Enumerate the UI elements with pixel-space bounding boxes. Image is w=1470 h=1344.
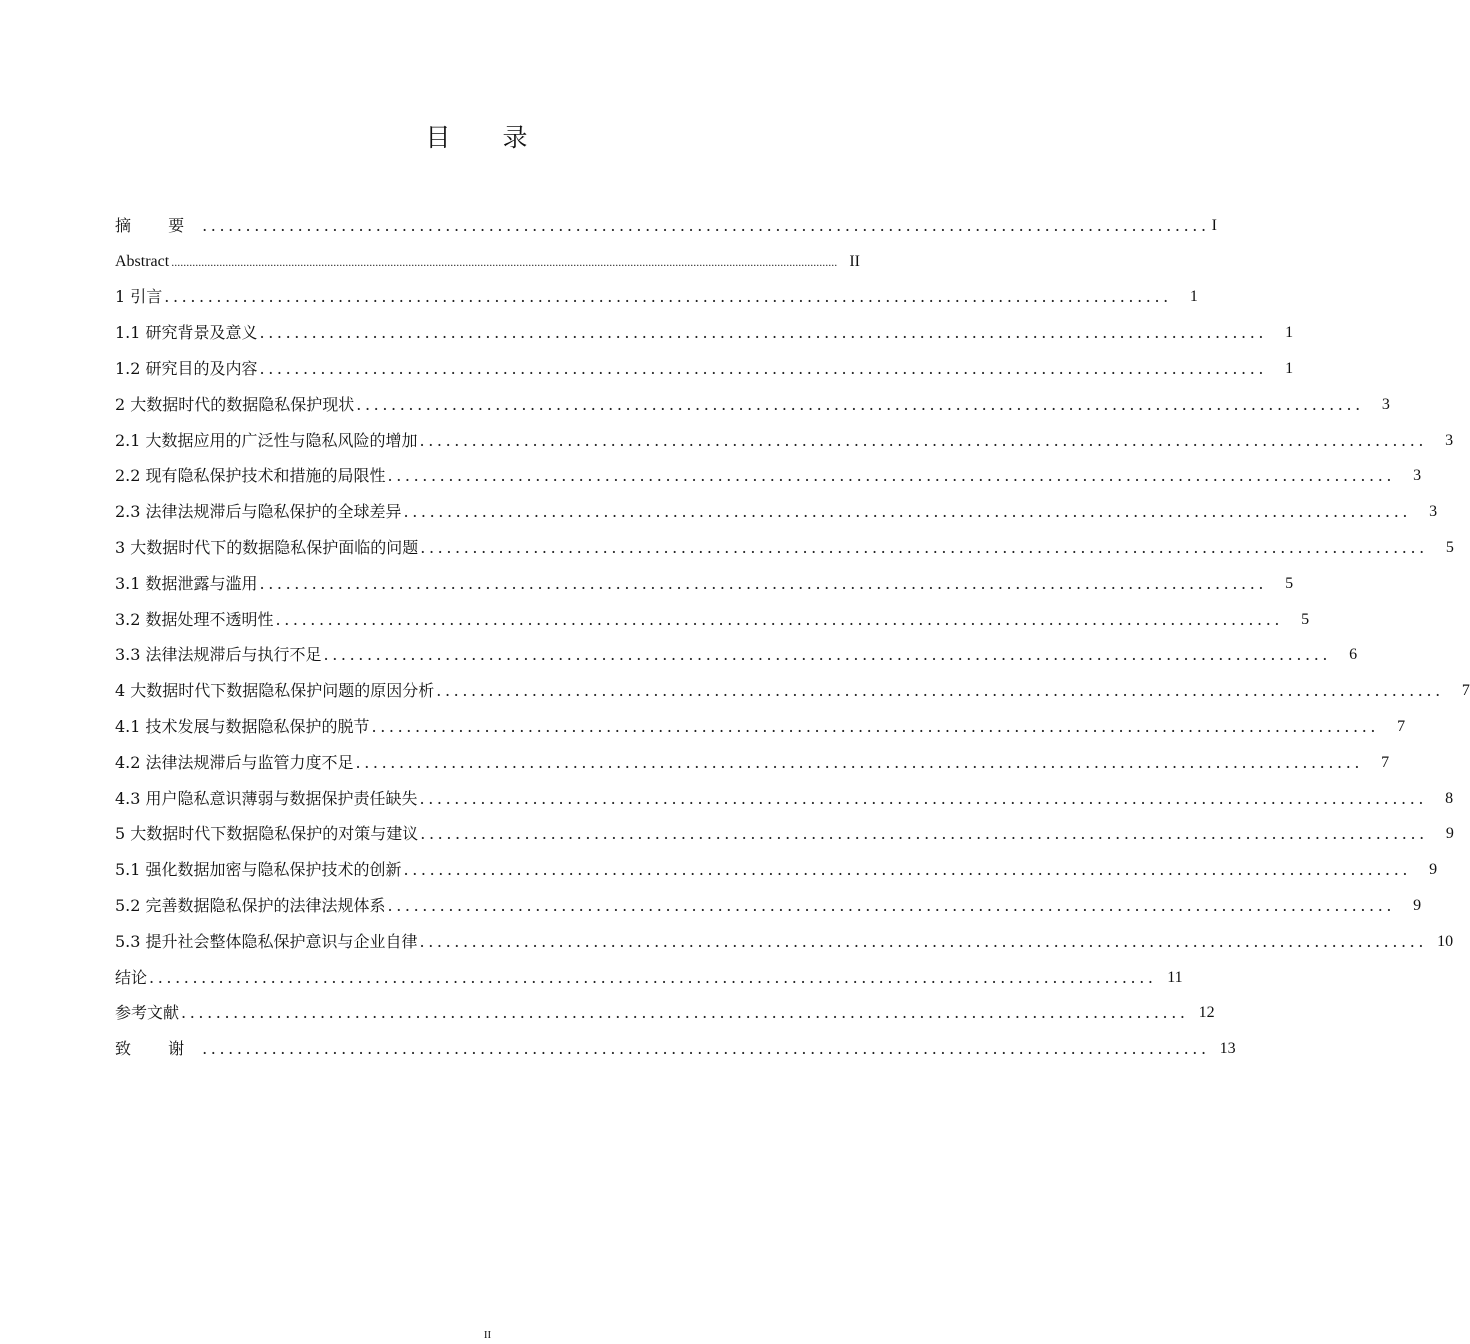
toc-entry-label: 1 引言 [115,287,163,307]
toc-entry-label: 4 大数据时代下数据隐私保护问题的原因分析 [115,681,435,701]
toc-entry-page: 3 [1381,395,1390,413]
toc-leader-dots: .................................................................................................................... [181,1003,1189,1023]
toc-leader-dots: .................................................................................................................... [259,573,1268,593]
toc-entry [115,280,1198,316]
page-title: 目 录 [425,123,550,152]
toc-leader-dots: .................................................................................................................... [419,931,1428,951]
toc-entry-page: 1 [1285,360,1294,378]
toc-entry [115,423,1454,459]
toc-entry [115,530,1454,566]
toc-entry-label: 1.1 研究背景及意义 [115,323,258,343]
toc-entry-label: 2 大数据时代的数据隐私保护现状 [115,394,355,414]
toc-entry-page: 5 [1285,574,1294,592]
toc-leader-dots: .................................................................................................................... [420,824,1428,844]
toc-entry-references [115,996,1215,1032]
toc-entry-label: 3 大数据时代下的数据隐私保护面临的问题 [115,538,419,558]
toc-leader-dots: .................................................................................................................... [387,896,1396,916]
toc-entry-label: 2.1 大数据应用的广泛性与隐私风险的增加 [115,430,418,450]
toc-entry-page: 11 [1167,968,1183,986]
toc-leader-dots: .................................................................................................................... [387,466,1396,486]
toc-entry [115,709,1406,745]
toc-entry-label: 4.1 技术发展与数据隐私保护的脱节 [115,717,370,737]
toc-entry-label: 2.2 现有隐私保护技术和措施的局限性 [115,466,386,486]
toc-entry-page: 3 [1429,503,1438,521]
toc-entry-page: 1 [1189,288,1198,306]
toc-entry-page: II [849,252,860,270]
toc-leader-dots: .................................................................................................................... [202,215,1210,235]
toc-entry-label: 5.3 提升社会整体隐私保护意识与企业自律 [115,931,418,951]
toc-entry [115,781,1454,817]
toc-entry [115,852,1438,888]
toc-leader-dots: .................................................................................................................... [356,394,1364,414]
toc-entry-page: 6 [1349,646,1358,664]
toc-list [115,208,1470,1067]
toc-entry-page: I [1211,216,1217,234]
toc-leader-dots: .................................................................................................................... [259,359,1268,379]
toc-entry-label: 3.3 法律法规滞后与执行不足 [115,645,322,665]
toc-entry-label: 4.3 用户隐私意识薄弱与数据保护责任缺失 [115,788,418,808]
toc-leader-dots: .................................................................................................................... [323,645,1332,665]
toc-entry-label: 5.2 完善数据隐私保护的法律法规体系 [115,896,386,916]
toc-leader-dots: .............................................................................................................................................................................................................................. [171,254,838,269]
toc-entry-page: 7 [1397,718,1406,736]
toc-entry [115,459,1422,495]
toc-entry [115,494,1438,530]
toc-entry-label: 5.1 强化数据加密与隐私保护技术的创新 [115,860,402,880]
toc-entry-page: 10 [1437,932,1454,950]
toc-entry [115,745,1390,781]
toc-entry-label: 3.2 数据处理不透明性 [115,609,274,629]
toc-leader-dots: .................................................................................................................... [371,717,1380,737]
toc-entry-page: 8 [1445,789,1454,807]
toc-entry-page: 9 [1429,861,1438,879]
toc-leader-dots: .................................................................................................................... [420,538,1428,558]
toc-entry-label: 1.2 研究目的及内容 [115,359,258,379]
toc-entry [115,602,1310,638]
toc-entry-label: 摘 要 [115,215,201,235]
toc-leader-dots: .................................................................................................................... [403,502,1412,522]
toc-leader-dots: .................................................................................................................... [355,752,1364,772]
toc-entry-page: 9 [1445,825,1454,843]
toc-entry-page: 7 [1381,753,1390,771]
toc-entry-abstract-en [115,244,860,280]
toc-entry-page: 12 [1198,1004,1215,1022]
toc-leader-dots: .................................................................................................................... [164,287,1172,307]
toc-entry [115,673,1470,709]
toc-leader-dots: .................................................................................................................... [275,609,1284,629]
toc-entry [115,351,1294,387]
toc-entry-page: 5 [1445,539,1454,557]
toc-leader-dots: .................................................................................................................... [419,788,1428,808]
toc-entry-label: Abstract [115,252,170,270]
toc-entry-page: 1 [1285,324,1294,342]
toc-entry-label: 致 谢 [115,1039,201,1059]
toc-entry-page: 5 [1301,610,1310,628]
toc-entry-page: 3 [1413,467,1422,485]
toc-entry-label: 3.1 数据泄露与滥用 [115,573,258,593]
toc-leader-dots: .................................................................................................................... [149,967,1157,987]
toc-entry-conclusion [115,960,1183,996]
toc-entry [115,387,1390,423]
toc-entry-acknowledgements [115,1031,1236,1067]
toc-entry-page: 13 [1219,1040,1236,1058]
toc-entry [115,924,1454,960]
toc-entry [115,817,1454,853]
page-number: II [483,1329,492,1341]
toc-entry-label: 结论 [115,967,148,987]
toc-entry-abstract-cn [115,208,1217,244]
toc-leader-dots: .................................................................................................................... [419,430,1428,450]
toc-entry [115,315,1294,351]
toc-entry-label: 2.3 法律法规滞后与隐私保护的全球差异 [115,502,402,522]
toc-leader-dots: .................................................................................................................... [259,323,1268,343]
toc-entry-page: 9 [1413,897,1422,915]
toc-entry [115,638,1358,674]
toc-entry-page: 7 [1461,682,1470,700]
toc-entry [115,566,1294,602]
toc-entry-label: 参考文献 [115,1003,180,1023]
toc-entry [115,888,1422,924]
toc-leader-dots: .................................................................................................................... [202,1039,1210,1059]
toc-entry-label: 5 大数据时代下数据隐私保护的对策与建议 [115,824,419,844]
toc-leader-dots: .................................................................................................................... [403,860,1412,880]
toc-leader-dots: .................................................................................................................... [436,681,1444,701]
toc-entry-label: 4.2 法律法规滞后与监管力度不足 [115,752,354,772]
toc-entry-page: 3 [1445,431,1454,449]
